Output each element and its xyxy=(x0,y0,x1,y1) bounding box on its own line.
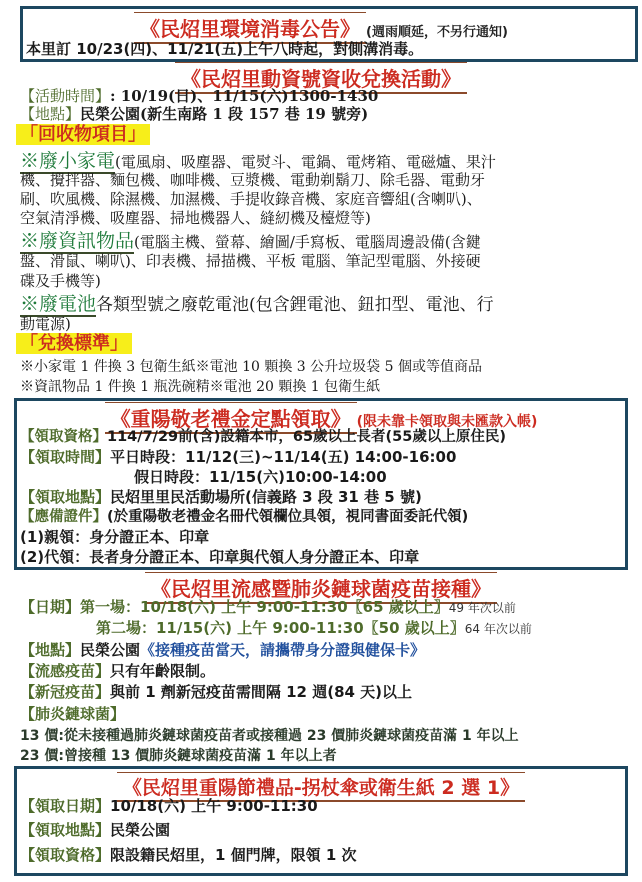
battery-line-1 xyxy=(20,295,494,314)
activity-place-value: 民榮公園(新生南路 1 段 157 巷 19 號旁) xyxy=(80,105,369,123)
battery-text-1: 各類型號之廢乾電池(包含鋰電池、鈕扣型、電池、行 xyxy=(96,295,494,315)
activity-place-label: 【地點】 xyxy=(20,105,81,123)
senior-gift-note: (限未靠卡領取與未匯款入帳) xyxy=(356,414,538,430)
small-appliance-line-3: 刷、吹風機、除濕機、加濕機、手提收錄音機、家庭音響組(含喇叭)、 xyxy=(20,190,482,208)
vaccine-covid-row: 【新冠疫苗】與前 1 劑新冠疫苗需間隔 12 週(84 天)以上 xyxy=(20,683,413,701)
vaccine-pneumo-line-1: 13 價:從未接種過肺炎鏈球菌疫苗者或接種過 23 價肺炎鏈球菌疫苗滿 1 年以上 xyxy=(20,728,519,744)
senior-row-documents: 【應備證件】(於重陽敬老禮金名冊代領欄位具領，視同書面委託代領) xyxy=(20,509,469,525)
small-appliance-line-2: 機、攪拌器、麵包機、咖啡機、豆漿機、電動剃鬍刀、除毛器、電動牙 xyxy=(20,171,486,189)
small-appliance-label: ※廢小家電 xyxy=(20,150,116,172)
it-items-line-2: 盤、滑鼠、喇叭)、印表機、掃描機、平板 電腦、筆記型電腦、外接硬 xyxy=(20,252,481,270)
recycling-title: 《民炤里動資號資收兌換活動》 xyxy=(175,62,467,94)
vaccine-date-label: 【日期】 xyxy=(20,598,81,616)
exchange-line-2: ※資訊物品 1 件換 1 瓶洗碗精※電池 20 顆換 1 包衛生紙 xyxy=(20,379,381,395)
it-items-line-1 xyxy=(20,232,481,251)
small-appliance-line-4: 空氣清淨機、吸塵器、掃地機器人、縫紉機及檯燈等) xyxy=(20,209,371,227)
recycle-items-heading: 「回收物項目」 xyxy=(16,126,150,144)
vaccine-title: 《民炤里流感暨肺炎鏈球菌疫苗接種》 xyxy=(145,572,497,604)
festival-gift-title: 《民炤里重陽節禮品-拐杖傘或衛生紙 2 選 1》 xyxy=(117,772,525,802)
vaccine-place-row: 【地點】民榮公園《接種疫苗當天，請攜帶身分證與健保卡》 xyxy=(20,641,426,659)
vaccine-pneumo-line-2: 23 價:曾接種 13 價肺炎鏈球菌疫苗滿 1 年以上者 xyxy=(20,748,337,764)
senior-row-time-weekday: 【領取時間】平日時段：11/12(三)~11/14(五) 14:00-16:00 xyxy=(20,448,457,466)
battery-label: ※廢電池 xyxy=(20,293,97,315)
senior-row-time-weekend: 假日時段：11/15(六)10:00-14:00 xyxy=(134,468,387,486)
it-items-text-1: (電腦主機、螢幕、繪圖/手寫板、電腦周邊設備(含鍵 xyxy=(134,233,481,251)
vaccine-flu-row: 【流感疫苗】只有年齡限制。 xyxy=(20,662,216,680)
festival-row-place: 【領取地點】民榮公園 xyxy=(20,821,171,839)
it-items-label: ※廢資訊物品 xyxy=(20,230,135,252)
activity-time-label: 【活動時間】 xyxy=(20,87,111,105)
senior-proxy-line-2: (2)代領：長者身分證正本、印章與代領人身分證正本、印章 xyxy=(20,548,420,566)
activity-time-value: : 10/19(日)、11/15(六)1300-1430 xyxy=(110,87,379,105)
vaccine-session-1: 【日期】第一場：10/18(六) 上午 9:00-11:30〖65 歲以上〗49 年次以前 xyxy=(20,598,516,616)
senior-row-place: 【領取地點】民炤里里民活動場所(信義路 3 段 31 巷 5 號) xyxy=(20,488,422,506)
environment-notice-body: 本里訂 10/23(四)、11/21(五)上午八時起，對側溝消毒。 xyxy=(26,40,424,58)
environment-notice-title: 《民炤里環境消毒公告》 xyxy=(134,12,366,44)
senior-proxy-line-1: (1)親領：身分證正本、印章 xyxy=(20,528,210,546)
small-appliance-line-1 xyxy=(20,152,496,171)
festival-row-eligibility: 【領取資格】限設籍民炤里，1 個門牌，限領 1 次 xyxy=(20,846,357,864)
environment-notice-note: (週雨順延，不另行通知) xyxy=(366,25,508,40)
small-appliance-text-1: (電風扇、吸塵器、電熨斗、電鍋、電烤箱、電磁爐、果汁 xyxy=(115,153,496,171)
it-items-line-3: 碟及手機等) xyxy=(20,272,101,290)
exchange-heading: 「兌換標準」 xyxy=(16,335,132,353)
activity-time-row xyxy=(20,89,378,104)
senior-row-eligibility: 【領取資格】114/7/29前(含)設籍本市，65歲以上長者(55歲以上原住民) xyxy=(20,429,506,445)
activity-place-row xyxy=(20,107,368,122)
senior-gift-title: 《重陽敬老禮金定點領取》 xyxy=(105,402,357,434)
exchange-line-1: ※小家電 1 件換 3 包衛生紙※電池 10 顆換 3 公升垃圾袋 5 個或等值商品 xyxy=(20,359,482,375)
vaccine-pneumo-label: 【肺炎鏈球菌】 xyxy=(20,705,126,723)
battery-line-2: 動電源) xyxy=(20,315,71,333)
vaccine-session-2: 第二場：11/15(六) 上午 9:00-11:30〖50 歲以上〗64 年次以前 xyxy=(96,619,532,637)
festival-row-date: 【領取日期】10/18(六) 上午 9:00-11:30 xyxy=(20,797,318,815)
